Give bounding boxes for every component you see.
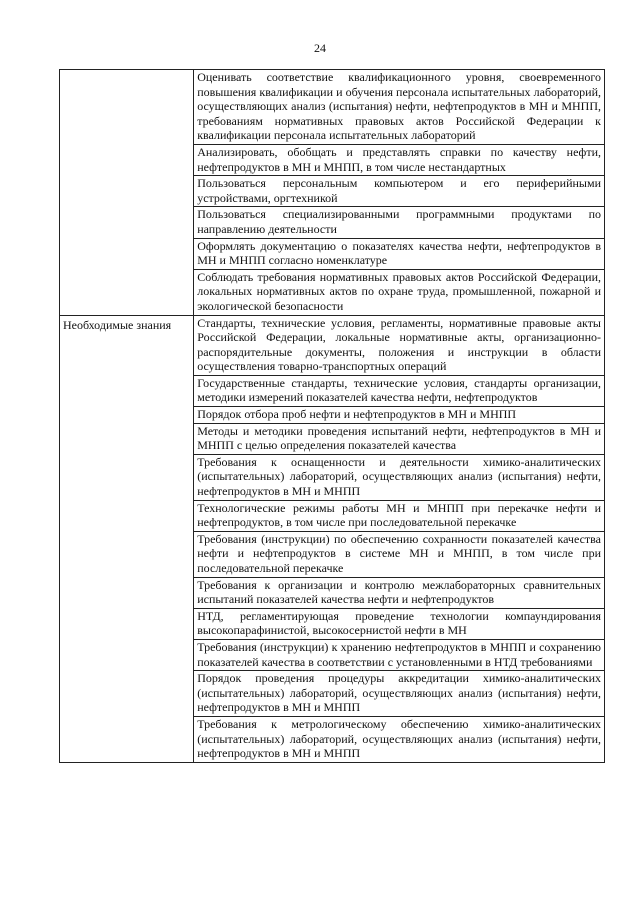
knowledge-item: Требования к организации и контролю межлабораторных сравнительных испытаний показателей качества нефти и нефтепродуктов <box>194 577 605 608</box>
table-row <box>60 70 605 145</box>
skill-item: Оценивать соответствие квалификационного уровня, своевременного повышения квалификации и обучения персонала испытательных лабораторий, осуществляющих анализ (испытания) нефти, нефтепродуктов в МН и МНПП, требованиям нормативных правовых актов Российской Федерации к квалификации персонала испытательных лабораторий <box>194 70 605 145</box>
knowledge-item: Порядок отбора проб нефти и нефтепродуктов в МН и МНПП <box>194 407 605 424</box>
skill-item: Пользоваться специализированными программными продуктами по направлению деятельности <box>194 207 605 238</box>
knowledge-item: Порядок проведения процедуры аккредитации химико-аналитических (испытательных) лабораторий, осуществляющих анализ (испытания) нефти, нефтепродуктов в МН и МНПП <box>194 671 605 717</box>
knowledge-item: Требования к метрологическому обеспечению химико-аналитических (испытательных) лабораторий, осуществляющих анализ (испытания) нефти, нефтепродуктов в МН и МНПП <box>194 716 605 762</box>
knowledge-item: Технологические режимы работы МН и МНПП при перекачке нефти и нефтепродуктов, в том числе при последовательной перекачке <box>194 500 605 531</box>
page-number: 24 <box>314 41 326 55</box>
knowledge-item: Требования к оснащенности и деятельности химико-аналитических (испытательных) лабораторий, осуществляющих анализ (испытания) нефти, нефтепродуктов в МН и МНПП <box>194 454 605 500</box>
knowledge-item: Стандарты, технические условия, регламенты, нормативные правовые акты Российской Федерации, локальные нормативные акты, организационно-распорядительные документы, положения и инструкции в области осуществления товарно-транспортных операций <box>194 315 605 375</box>
skills-section-label <box>60 70 194 316</box>
skill-item: Пользоваться персональным компьютером и его периферийными устройствами, оргтехникой <box>194 176 605 207</box>
knowledge-section-label: Необходимые знания <box>60 315 194 762</box>
table-row <box>60 315 605 375</box>
knowledge-item: НТД, регламентирующая проведение технологии компаундирования высокопарафинистой, высокосернистой нефти в МН <box>194 608 605 639</box>
skill-item: Соблюдать требования нормативных правовых актов Российской Федерации, локальных нормативных актов по охране труда, промышленной, пожарной и экологической безопасности <box>194 269 605 315</box>
knowledge-item: Методы и методики проведения испытаний нефти, нефтепродуктов в МН и МНПП с целью определения показателей качества <box>194 423 605 454</box>
knowledge-item: Государственные стандарты, технические условия, стандарты организации, методики измерений показателей качества нефти, нефтепродуктов <box>194 375 605 406</box>
knowledge-item: Требования (инструкции) к хранению нефтепродуктов в МНПП и сохранению показателей качества в соответствии с установленными в НТД требованиями <box>194 639 605 670</box>
qualification-table <box>59 69 605 763</box>
knowledge-item: Требования (инструкции) по обеспечению сохранности показателей качества нефти и нефтепродуктов в системе МН и МНПП, в том числе при последовательной перекачке <box>194 531 605 577</box>
skill-item: Анализировать, обобщать и представлять справки по качеству нефти, нефтепродуктов в МН и МНПП, в том числе нестандартных <box>194 144 605 175</box>
skill-item: Оформлять документацию о показателях качества нефти, нефтепродуктов в МН и МНПП согласно номенклатуре <box>194 238 605 269</box>
